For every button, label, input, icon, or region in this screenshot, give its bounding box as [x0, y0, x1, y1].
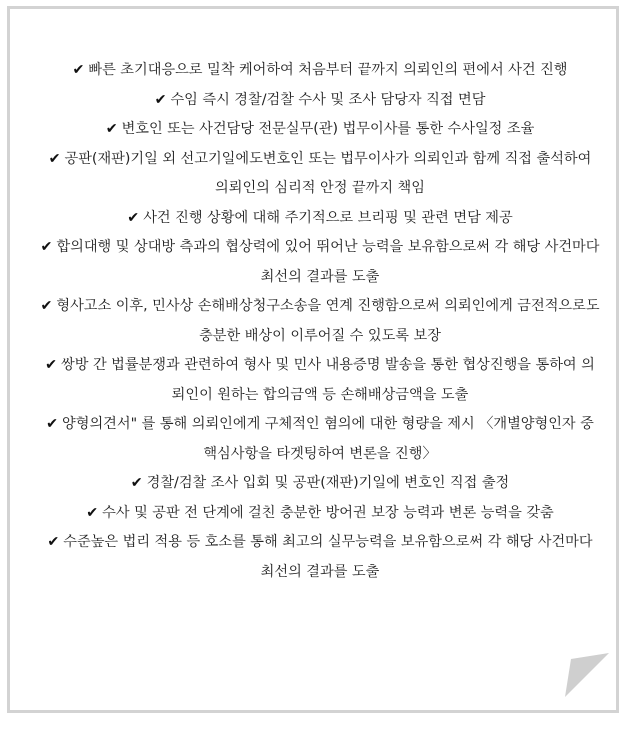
- list-item-text: 형사고소 이후, 민사상 손해배상청구소송을 연계 진행함으로써 의뢰인에게 금전적으로도 충분한 배상이 이루어질 수 있도록 보장: [56, 298, 600, 344]
- check-icon: ✔: [127, 209, 140, 226]
- list-item-text: 변호인 또는 사건담당 전문실무(관) 법무이사를 통한 수사일정 조율: [121, 121, 535, 137]
- service-list: [40, 56, 600, 587]
- check-icon: ✔: [154, 91, 167, 108]
- list-item: [40, 292, 600, 351]
- list-item: [40, 86, 600, 116]
- check-icon: ✔: [130, 475, 143, 491]
- list-item: [40, 410, 600, 469]
- check-icon: ✔: [48, 150, 61, 167]
- list-item-text: 수임 즉시 경찰/검찰 수사 및 조사 담당자 직접 면담: [170, 91, 486, 108]
- page-curl-icon: [565, 653, 609, 697]
- check-icon: ✔: [45, 357, 58, 373]
- list-item-text: 수사 및 공판 전 단계에 걸친 충분한 방어권 보장 능력과 변론 능력을 갖춤: [102, 504, 554, 521]
- check-icon: ✔: [105, 121, 118, 137]
- check-icon: ✔: [47, 534, 60, 550]
- check-icon: ✔: [72, 62, 85, 78]
- check-icon: ✔: [46, 416, 59, 432]
- list-item: [40, 499, 600, 529]
- list-item-text: 사건 진행 상황에 대해 주기적으로 브리핑 및 관련 면담 제공: [143, 209, 513, 226]
- list-item: [40, 56, 600, 86]
- check-icon: ✔: [40, 298, 53, 314]
- list-item-text: 합의대행 및 상대방 측과의 협상력에 있어 뛰어난 능력을 보유함으로써 각 해당 사건마다 최선의 결과를 도출: [56, 239, 600, 285]
- list-item: [40, 528, 600, 587]
- list-item: [40, 204, 600, 234]
- list-item: [40, 115, 600, 145]
- list-item: [40, 233, 600, 292]
- list-item-text: 경찰/검찰 조사 입회 및 공판(재판)기일에 변호인 직접 출정: [146, 475, 510, 491]
- check-icon: ✔: [40, 239, 53, 255]
- list-item-text: 양형의견서" 를 통해 의뢰인에게 구체적인 혐의에 대한 형량을 제시 〈개별양형인자 중 핵심사항을 타겟팅하여 변론을 진행〉: [62, 416, 594, 462]
- check-icon: ✔: [86, 504, 99, 521]
- list-item-text: 쌍방 간 법률분쟁과 관련하여 형사 및 민사 내용증명 발송을 통한 협상진행을 통하여 의뢰인이 원하는 합의금액 등 손해배상금액을 도출: [61, 357, 595, 403]
- list-item-text: 공판(재판)기일 외 선고기일에도변호인 또는 법무이사가 의뢰인과 함께 직접 출석하여 의뢰인의 심리적 안정 끝까지 책임: [64, 150, 592, 196]
- list-item-text: 빠른 초기대응으로 밀착 케어하여 처음부터 끝까지 의뢰인의 편에서 사건 진행: [88, 62, 568, 78]
- list-item: [40, 351, 600, 410]
- list-item-text: 수준높은 법리 적용 등 호소를 통해 최고의 실무능력을 보유함으로써 각 해당 사건마다 최선의 결과를 도출: [63, 534, 593, 580]
- list-item: [40, 469, 600, 499]
- list-item: [40, 145, 600, 204]
- content-card: [7, 6, 619, 713]
